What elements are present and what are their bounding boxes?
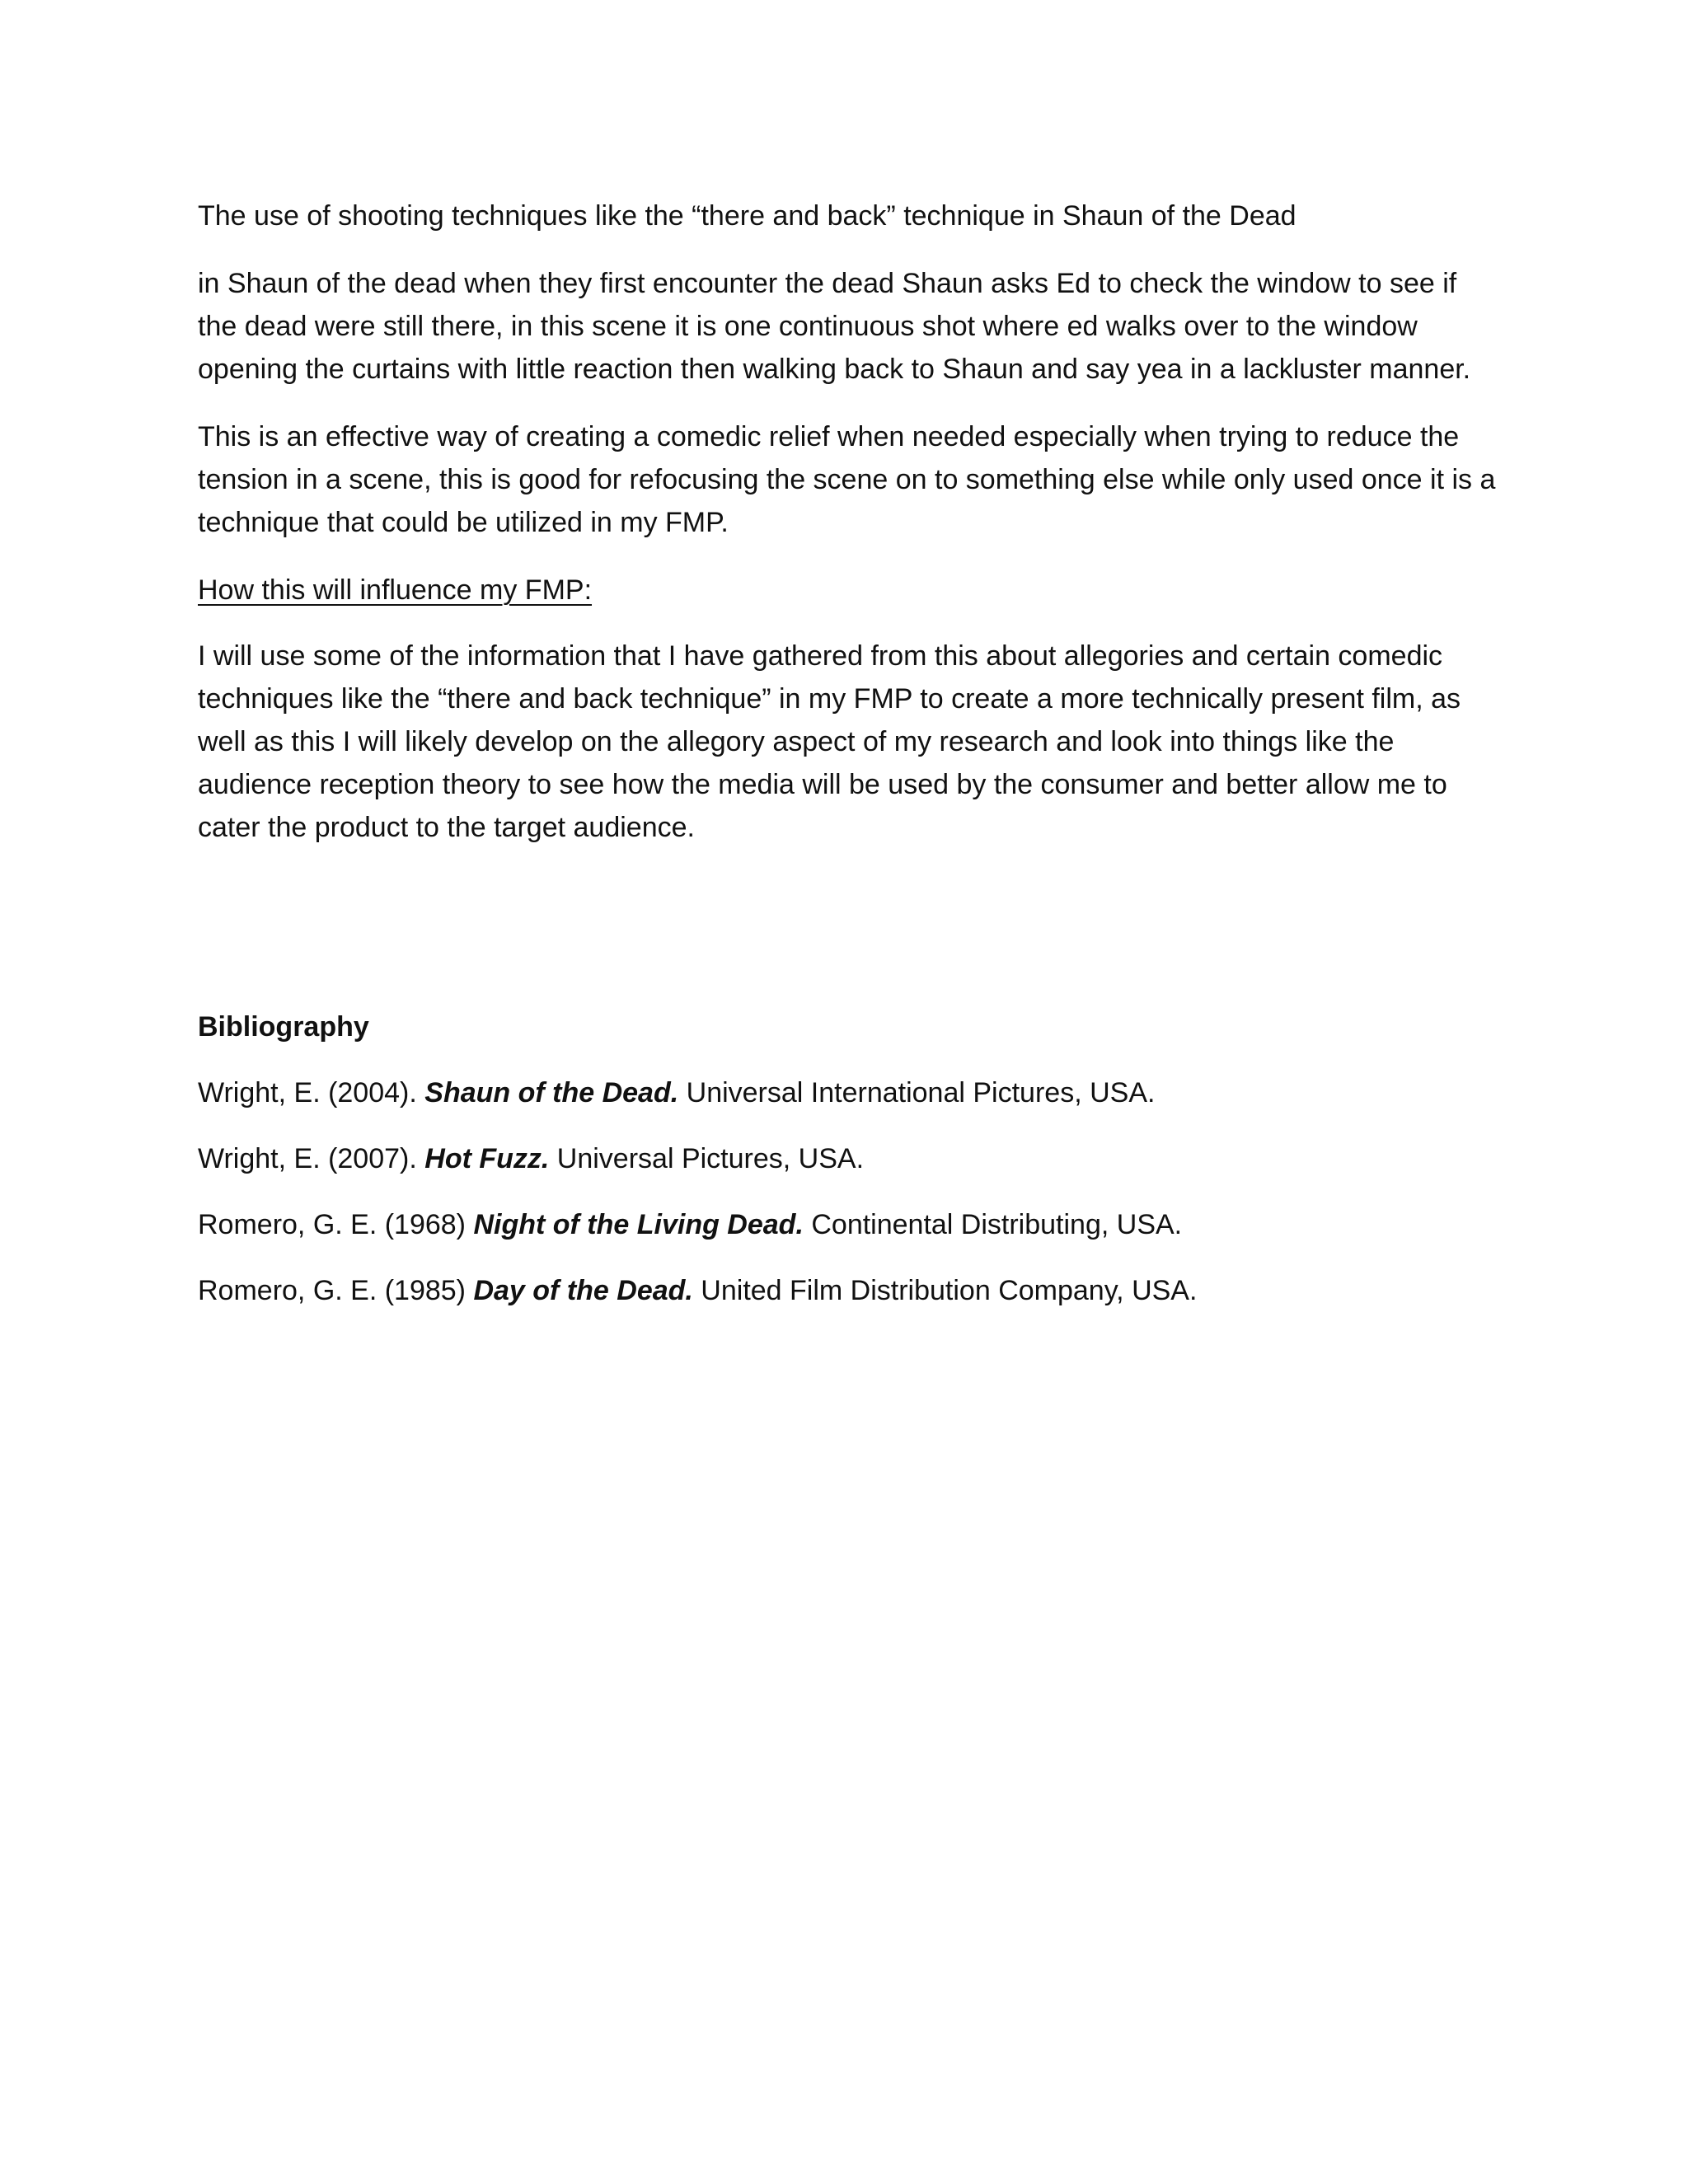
bibliography-entry-publisher: Universal Pictures, USA. (549, 1143, 865, 1174)
document-body (198, 194, 1500, 1335)
bibliography-entry-title: Day of the Dead. (473, 1275, 693, 1306)
bibliography-entry-author: Wright, E. (2007). (198, 1143, 425, 1174)
bibliography-entry-author: Wright, E. (2004). (198, 1077, 425, 1108)
intro-line: The use of shooting techniques like the “there and back” technique in Shaun of the Dead (198, 200, 1296, 232)
paragraph-comedic-relief: This is an effective way of creating a comedic relief when needed especially when trying to reduce the tension in a scene, this is good for refocusing the scene on to something else while only used once it is a technique that could be utilized in my FMP. (198, 421, 1496, 538)
bibliography-heading: Bibliography (198, 1011, 369, 1043)
bibliography-entry (198, 1071, 1500, 1114)
bibliography-entry-author: Romero, G. E. (1985) (198, 1275, 474, 1306)
bibliography-entry (198, 1203, 1500, 1246)
paragraph-fmp-influence: I will use some of the information that I have gathered from this about allegories and certain comedic techniques like the “there and back technique” in my FMP to create a more technically present film, as well as this I will likely develop on the allegory aspect of my research and look into things like the audience reception theory to see how the media will be used by the consumer and better allow me to cater the product to the target audience. (198, 640, 1461, 843)
bibliography-entry-publisher: Universal International Pictures, USA. (678, 1077, 1156, 1108)
bibliography-entry (198, 1137, 1500, 1180)
bibliography-entry-publisher: United Film Distribution Company, USA. (692, 1275, 1198, 1306)
bibliography-entry-title: Night of the Living Dead. (473, 1209, 804, 1240)
influence-heading: How this will influence my FMP: (198, 574, 593, 606)
bibliography-entry-title: Shaun of the Dead. (424, 1077, 679, 1108)
bibliography-entry (198, 1269, 1500, 1312)
bibliography-entry-publisher: Continental Distributing, USA. (803, 1209, 1183, 1240)
bibliography-entry-author: Romero, G. E. (1968) (198, 1209, 474, 1240)
paragraph-scene-description: in Shaun of the dead when they first encounter the dead Shaun asks Ed to check the window to see if the dead were still there, in this scene it is one continuous shot where ed walks over to the window opening the curtains with little reaction then walking back to Shaun and say yea in a lackluster manner. (198, 268, 1471, 385)
bibliography-entry-title: Hot Fuzz. (424, 1143, 550, 1174)
